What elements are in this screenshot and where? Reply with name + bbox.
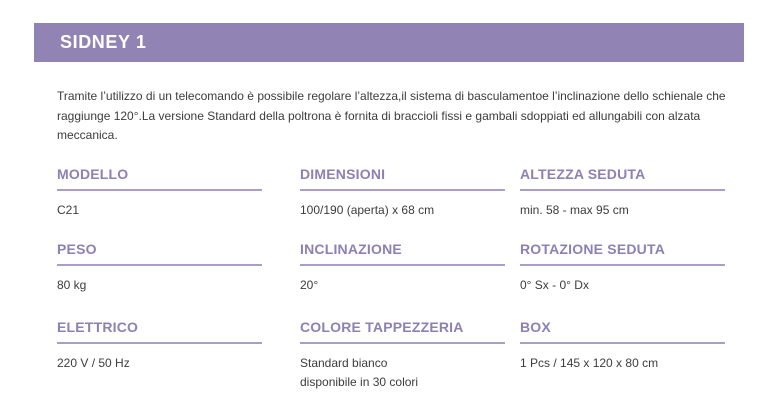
spec-field-altezza-seduta [520, 167, 732, 242]
spec-value: 220 V / 50 Hz [57, 356, 130, 370]
spec-field-modello [57, 167, 300, 242]
specs-grid [57, 167, 732, 392]
spec-underline [300, 264, 505, 266]
spec-value-line2: disponibile in 30 colori [300, 375, 419, 390]
header-bar [34, 23, 744, 62]
spec-value: 20° [300, 278, 319, 292]
spec-field-peso [57, 242, 300, 320]
spec-field-inclinazione [300, 242, 520, 320]
spec-underline [57, 189, 262, 191]
spec-underline [520, 264, 725, 266]
spec-field-box [520, 320, 732, 392]
spec-label: PESO [57, 241, 97, 257]
spec-field-rotazione-seduta [520, 242, 732, 320]
spec-value: C21 [57, 203, 80, 217]
spec-label: MODELLO [57, 166, 129, 182]
spec-field-elettrico [57, 320, 300, 392]
spec-label: COLORE TAPPEZZERIA [300, 319, 464, 335]
spec-value: 80 kg [57, 278, 87, 292]
spec-underline [300, 342, 505, 344]
spec-field-dimensioni [300, 167, 520, 242]
spec-field-colore-tappezzeria [300, 320, 520, 392]
spec-value: 100/190 (aperta) x 68 cm [300, 203, 435, 217]
spec-label: BOX [520, 319, 551, 335]
spec-value: min. 58 - max 95 cm [520, 203, 629, 217]
spec-label: ALTEZZA SEDUTA [520, 166, 646, 182]
spec-label: INCLINAZIONE [300, 241, 402, 257]
spec-value: Standard bianco [300, 356, 388, 370]
spec-underline [57, 342, 262, 344]
spec-underline [300, 189, 505, 191]
spec-underline [520, 189, 725, 191]
spec-label: DIMENSIONI [300, 166, 386, 182]
spec-value: 1 Pcs / 145 x 120 x 80 cm [520, 356, 659, 370]
spec-value: 0° Sx - 0° Dx [520, 278, 589, 292]
spec-label: ROTAZIONE SEDUTA [520, 241, 666, 257]
spec-underline [520, 342, 725, 344]
spec-underline [57, 264, 262, 266]
product-title: SIDNEY 1 [60, 32, 147, 52]
spec-label: ELETTRICO [57, 319, 139, 335]
product-description: Tramite l’utilizzo di un telecomando è possibile regolare l’altezza,il sistema di basculamentoe l’inclinazione dello schienale che raggiunge 120°.La versione Standard della poltrona è fornita di braccioli fissi e gambali sdoppiati ed allungabili con alzata meccanica. [57, 89, 726, 142]
